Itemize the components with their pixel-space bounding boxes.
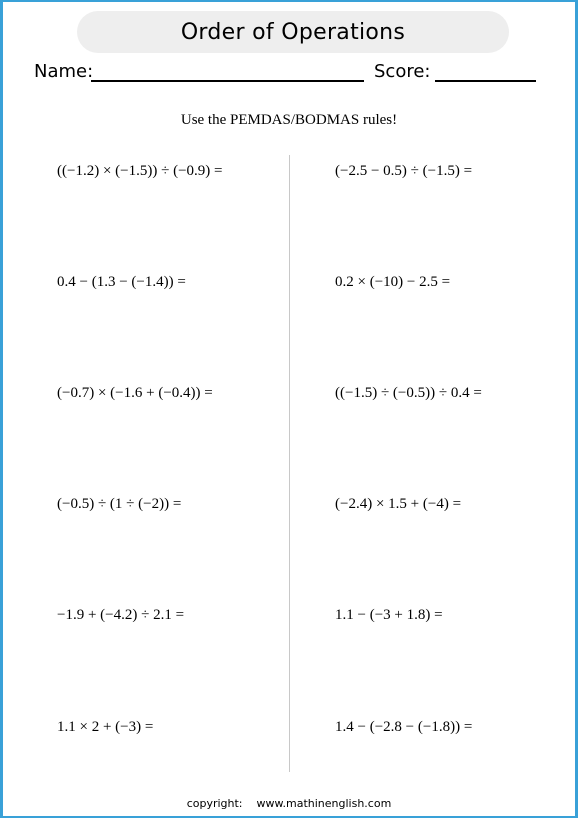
problem-right-2: 0.2 × (−10) − 2.5 =	[335, 274, 451, 290]
problem-right-6: 1.4 − (−2.8 − (−1.8)) =	[335, 719, 473, 735]
page-title: Order of Operations	[180, 19, 406, 45]
problem-left-3: (−0.7) × (−1.6 + (−0.4)) =	[57, 385, 213, 401]
problem-right-4: (−2.4) × 1.5 + (−4) =	[335, 496, 462, 512]
instructions: Use the PEMDAS/BODMAS rules!	[180, 112, 398, 128]
problem-left-5: −1.9 + (−4.2) ÷ 2.1 =	[57, 607, 185, 623]
name-label: Name:	[34, 61, 94, 82]
problem-right-3: ((−1.5) ÷ (−0.5)) ÷ 0.4 =	[335, 385, 482, 401]
footer	[0, 797, 578, 810]
problem-left-4: (−0.5) ÷ (1 ÷ (−2)) =	[57, 496, 182, 512]
copyright-label: copyright:	[186, 797, 243, 810]
title-banner	[77, 11, 509, 53]
problem-left-1: ((−1.2) × (−1.5)) ÷ (−0.9) =	[57, 163, 223, 179]
website-link[interactable]: www.mathinenglish.com	[256, 797, 392, 810]
problem-left-6: 1.1 × 2 + (−3) =	[57, 719, 154, 735]
problem-right-5: 1.1 − (−3 + 1.8) =	[335, 607, 443, 623]
name-field[interactable]	[91, 80, 364, 82]
score-field[interactable]	[435, 80, 536, 82]
problem-right-1: (−2.5 − 0.5) ÷ (−1.5) =	[335, 163, 473, 179]
column-divider	[289, 155, 290, 772]
problem-left-2: 0.4 − (1.3 − (−1.4)) =	[57, 274, 186, 290]
score-label: Score:	[374, 61, 431, 82]
